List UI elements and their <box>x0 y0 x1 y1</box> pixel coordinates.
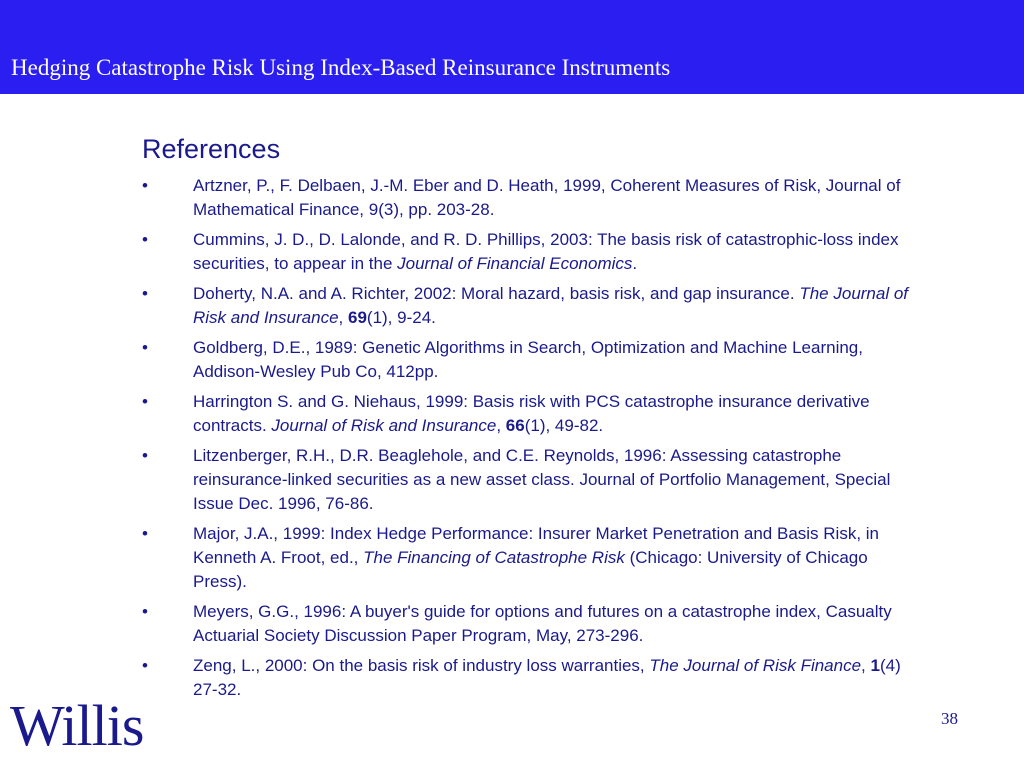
reference-text-segment: Goldberg, D.E., 1989: Genetic Algorithms in Search, Optimization and Machine Learning, Addison-Wesley Pub Co, 412pp. <box>193 338 863 381</box>
slide-title: Hedging Catastrophe Risk Using Index-Based Reinsurance Instruments <box>11 55 671 80</box>
bullet-icon: • <box>142 176 148 195</box>
reference-text-segment: Journal of Financial Economics <box>397 254 633 273</box>
reference-text-segment: Zeng, L., 2000: On the basis risk of industry loss warranties, <box>193 656 650 675</box>
bullet-icon: • <box>142 656 148 675</box>
reference-text-segment: (1), 49-82. <box>524 416 604 435</box>
reference-text-segment: Harrington S. and G. Niehaus, 1999: Basis risk with PCS catastrophe insurance derivative contracts. <box>193 392 870 435</box>
reference-text-segment: 69 <box>347 308 367 327</box>
reference-text-segment: Doherty, N.A. and A. Richter, 2002: Moral hazard, basis risk, and gap insurance. <box>193 284 800 303</box>
reference-text-segment: (Chicago: University of Chicago Press). <box>193 548 868 591</box>
reference-text-segment: The Journal of Risk Finance <box>649 656 862 675</box>
reference-text-segment: . <box>632 254 638 273</box>
bullet-icon: • <box>142 392 148 411</box>
reference-text-segment: , <box>338 308 348 327</box>
reference-item <box>140 336 910 384</box>
references-heading: References <box>142 134 281 164</box>
reference-text-segment: Meyers, G.G., 1996: A buyer's guide for options and futures on a catastrophe index, Casualty Actuarial Society Discussion Paper Program, May, 273-296. <box>193 602 892 645</box>
bullet-icon: • <box>142 446 148 465</box>
reference-text-segment: (1), 9-24. <box>366 308 436 327</box>
willis-logo: Willis <box>10 693 144 758</box>
header-bar <box>0 0 1024 94</box>
reference-item <box>140 654 910 702</box>
reference-text-segment: (4) 27-32. <box>193 656 901 699</box>
reference-item <box>140 522 910 594</box>
reference-item <box>140 174 910 222</box>
reference-text-segment: 1 <box>870 656 880 675</box>
reference-text-segment: 66 <box>505 416 525 435</box>
reference-text-segment: Cummins, J. D., D. Lalonde, and R. D. Phillips, 2003: The basis risk of catastrophic-loss index securities, to appear in the <box>193 230 899 273</box>
reference-text-segment: The Journal of Risk and Insurance <box>193 284 909 327</box>
reference-text-segment: Litzenberger, R.H., D.R. Beaglehole, and C.E. Reynolds, 1996: Assessing catastrophe reinsurance-linked securities as a new asset class. Journal of Portfolio Management, Special Issue Dec. 1996, 76-86. <box>193 446 891 513</box>
bullet-icon: • <box>142 338 148 357</box>
reference-text-segment: , <box>496 416 506 435</box>
reference-item <box>140 228 910 276</box>
bullet-icon: • <box>142 284 148 303</box>
reference-item <box>140 390 910 438</box>
reference-text-segment: Artzner, P., F. Delbaen, J.-M. Eber and D. Heath, 1999, Coherent Measures of Risk, Journal of Mathematical Finance, 9(3), pp. 203-28. <box>193 176 901 219</box>
reference-item <box>140 282 910 330</box>
reference-text-segment: , <box>861 656 871 675</box>
reference-item <box>140 444 910 516</box>
reference-item <box>140 600 910 648</box>
bullet-icon: • <box>142 602 148 621</box>
reference-text-segment: Journal of Risk and Insurance <box>271 416 497 435</box>
references-list <box>140 174 910 708</box>
reference-text-segment: The Financing of Catastrophe Risk <box>363 548 625 567</box>
reference-text-segment: Major, J.A., 1999: Index Hedge Performance: Insurer Market Penetration and Basis Risk, in Kenneth A. Froot, ed., <box>193 524 880 567</box>
bullet-icon: • <box>142 230 148 249</box>
page-number: 38 <box>941 709 958 728</box>
bullet-icon: • <box>142 524 148 543</box>
